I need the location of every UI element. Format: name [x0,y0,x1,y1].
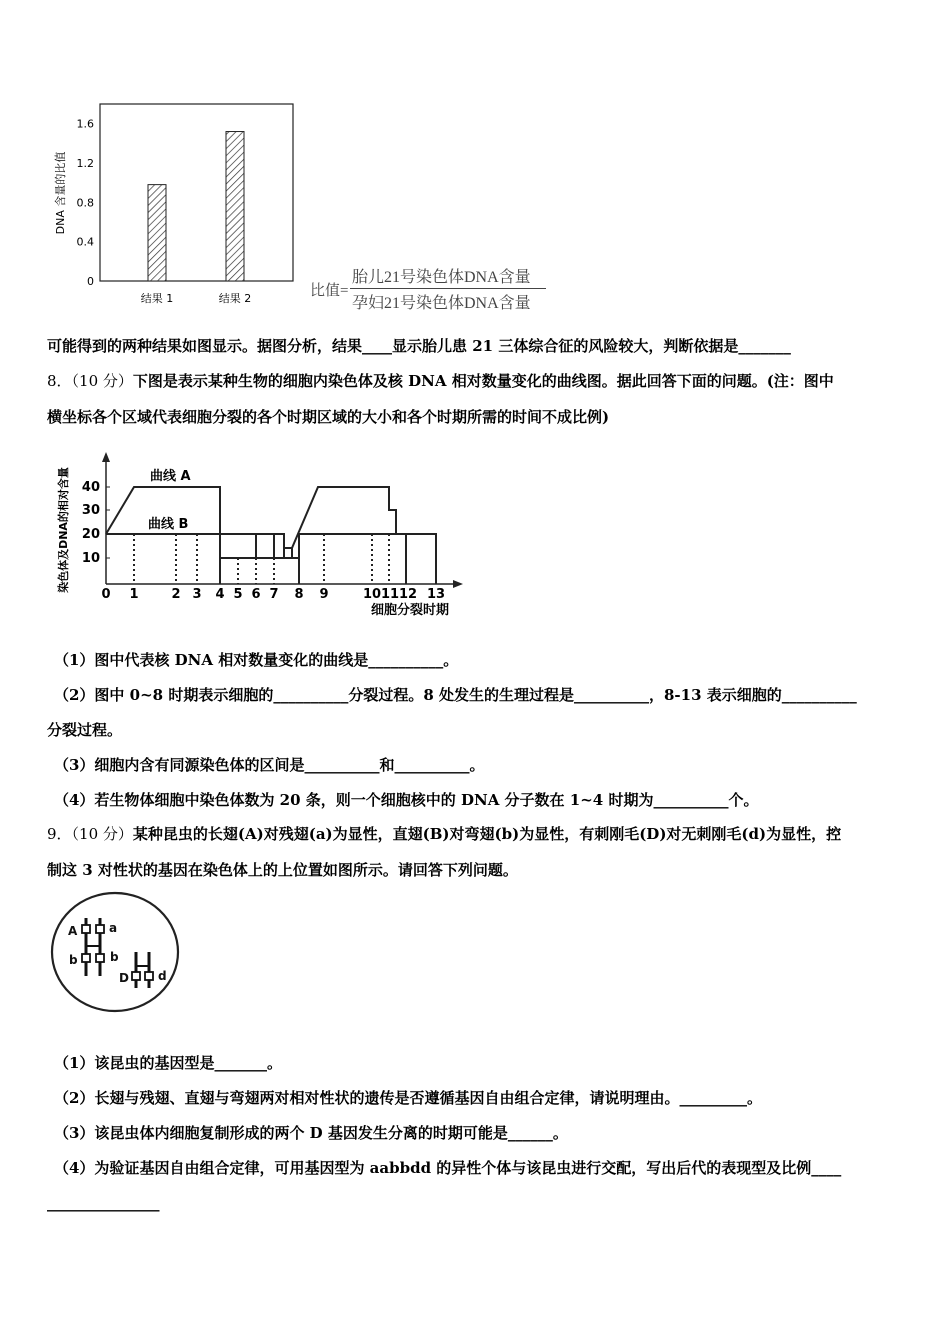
x-ticks [101,587,445,602]
q9-stem1: 某种昆虫的长翅(A)对残翅(a)为显性，直翅(B)对弯翅(b)为显性，有刺刚毛(D)对无刺刚毛(d)为显性，控 [132,825,842,843]
gene-locus [82,954,90,962]
bar-y-tick: 1.2 [76,157,94,170]
x-tick: 9 [319,587,329,602]
bar-1 [148,185,166,281]
q9-sub2: （2）长翅与残翅、直翅与弯翅两对相对性状的遗传是否遵循基因自由组合定律，请说明理由。_________。 [54,1089,762,1107]
x-tick: 2 [171,587,181,602]
q8-sub2b: 分裂过程。 [47,721,123,739]
bar-y-tick: 0.4 [76,235,94,249]
gene-locus [96,954,104,962]
bar-category-label: 结果 1 [140,292,174,305]
ratio-prefix: 比值= [310,283,349,299]
line-chart-ylabel: 染色体及DNA的相对含量 [57,467,70,593]
q9-stem-line2: 制这 3 对性状的基因在染色体上的上位置如图所示。请回答下列问题。 [47,861,518,879]
x-tick: 6 [251,587,261,602]
x-tick: 0 [101,587,111,602]
x-tick: 4 [215,587,225,602]
dna-ratio-bar-chart [50,98,305,313]
x-axis-arrow [453,580,463,588]
bar-y-tick: 0.8 [76,196,94,210]
y-tick: 30 [81,503,100,518]
q8-sub4: （4）若生物体细胞中染色体数为 20 条，则一个细胞核中的 DNA 分子数在 1~4 时期为__________个。 [54,791,759,809]
q9-sub4b: _______________ [47,1194,160,1212]
x-tick: 5 [233,587,243,602]
q9-sub1: （1）该昆虫的基因型是_______。 [54,1054,282,1072]
curve-b-label: 曲线 B [148,517,189,532]
bar-category-label: 结果 2 [218,292,252,305]
bar-y-tick: 1.6 [76,117,94,131]
gene-label-a: a [109,921,118,935]
fraction-bar [350,288,546,289]
q8-sub1: （1）图中代表核 DNA 相对数量变化的曲线是__________。 [54,651,459,669]
x-tick: 7 [269,587,279,602]
plot-frame [100,104,293,281]
y-tick: 20 [81,527,100,542]
bar-2 [226,132,244,281]
q8-stem-line2: 横坐标各个区域代表细胞分裂的各个时期区域的大小和各个时期所需的时间不成比例) [47,408,610,426]
gene-label-b-right: b [110,950,119,964]
y-tick: 10 [81,551,100,566]
gene-label-b-left: b [69,953,78,967]
gene-locus [132,972,140,980]
q8-stem1: 下图是表示某种生物的细胞内染色体及核 DNA 相对数量变化的曲线图。据此回答下面的问题。(注：图中 [132,372,834,390]
chromosome-pair-2 [136,952,149,988]
x-tick: 11 [380,587,400,602]
gene-label-D: D [119,971,129,985]
q7-tail-line: 可能得到的两种结果如图显示。据图分析，结果____显示胎儿患 21 三体综合征的风险较大，判断依据是_______ [47,337,791,355]
q8-sub3: （3）细胞内含有同源染色体的区间是__________和__________。 [54,756,485,774]
q9-sub3: （3）该昆虫体内细胞复制形成的两个 D 基因发生分离的时期可能是______。 [54,1124,568,1142]
q9-stem-line1 [47,824,841,844]
q8-number: 8．（10 分） [47,372,133,390]
ratio-denominator: 孕妇21号染色体DNA含量 [352,295,531,312]
q9-number: 9．（10 分） [47,825,133,843]
y-axis-arrow [102,452,110,462]
x-tick: 1 [129,587,139,602]
chromosome-dna-line-chart [52,448,472,620]
gene-locus [96,925,104,933]
gene-locus [145,972,153,980]
bar-chart-ylabel: DNA 含量的比值 [54,151,67,235]
gene-label-d: d [158,969,167,983]
gene-locus [82,925,90,933]
x-tick: 12 [398,587,418,602]
curve-a-label: 曲线 A [150,469,191,484]
q8-stem-line1 [47,371,834,391]
bar-y-tick: 0 [87,275,94,288]
ratio-formula [310,264,555,314]
x-tick: 10 [362,587,382,602]
x-tick: 8 [294,587,304,602]
x-tick: 3 [192,587,202,602]
x-tick: 13 [426,587,446,602]
line-chart-xlabel: 细胞分裂时期 [370,603,450,618]
q9-sub4a: （4）为验证基因自由组合定律，可用基因型为 aabbdd 的异性个体与该昆虫进行交配，写出后代的表现型及比例____ [54,1159,842,1177]
q8-sub2a: （2）图中 0~8 时期表示细胞的__________分裂过程。8 处发生的生理过程是__________，8-13 表示细胞的__________ [54,686,857,704]
gene-label-A: A [68,924,78,938]
ratio-numerator: 胎儿21号染色体DNA含量 [352,269,531,286]
y-tick: 40 [81,480,100,495]
gene-location-diagram [46,888,186,1018]
